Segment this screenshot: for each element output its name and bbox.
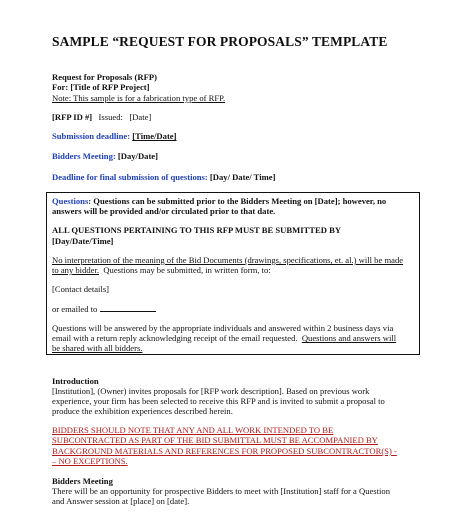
- rfp-id-line: [52, 112, 151, 123]
- answered-line-2: [52, 333, 396, 344]
- all-questions-line-1: ALL QUESTIONS PERTAINING TO THIS RFP MUST BE SUBMITTED BY: [52, 225, 342, 235]
- questions-deadline-label: Deadline for final submission of questions:: [52, 172, 210, 182]
- note-line: Note: This sample is for a fabrication type of RFP.: [52, 93, 226, 103]
- introduction-line-3: produce the exhibition experiences described herein.: [52, 406, 233, 416]
- no-interpretation-text-2: to any bidder.: [52, 265, 100, 275]
- questions-deadline-value: [Day/ Date/ Time]: [209, 172, 276, 182]
- email-blank: [100, 303, 156, 312]
- bidders-meeting-value: [Day/Date]: [117, 151, 158, 161]
- document-title: SAMPLE “REQUEST FOR PROPOSALS” TEMPLATE: [52, 34, 388, 49]
- notice-line-3: BACKGROUND MATERIALS AND REFERENCES FOR PROPOSED SUBCONTRACTOR(S) -: [52, 446, 397, 456]
- for-line: For: [Title of RFP Project]: [52, 82, 150, 92]
- introduction-heading: Introduction: [52, 376, 99, 386]
- submission-deadline-label: Submission deadline:: [52, 131, 133, 141]
- rfp-label: Request for Proposals (RFP): [52, 72, 157, 82]
- questions-label: Questions: [52, 196, 89, 206]
- notice-line-4: – NO EXCEPTIONS.: [52, 456, 128, 466]
- submission-deadline-value: [Time/Date]: [132, 131, 177, 141]
- introduction-line-1: [Institution], (Owner) invites proposals for [RFP work description]. Based on previous work: [52, 386, 370, 396]
- answered-line-2-text: email with a return reply acknowledging receipt of the email requested.: [52, 333, 302, 343]
- bidders-meeting-label: Bidders Meeting:: [52, 151, 118, 161]
- introduction-line-2: experience, your firm has been selected to receive this RFP and is invited to submit a proposal to: [52, 396, 385, 406]
- questions-box: [46, 192, 420, 355]
- notice-line-1: BIDDERS SHOULD NOTE THAT ANY AND ALL WORK INTENDED TO BE: [52, 425, 334, 435]
- questions-submit-text: Questions may be submitted, in written form, to:: [99, 265, 271, 275]
- notice-line-2: SUBCONTRACTED AS PART OF THE BID SUBMITTAL MUST BE ACCOMPANIED BY: [52, 435, 378, 445]
- bidders-meeting-text-2: and Answer session at [place] on [date].: [52, 496, 190, 506]
- questions-line-2: answers will be provided and/or circulated prior to that date.: [52, 206, 276, 216]
- no-interpretation-line-2: [52, 265, 271, 276]
- bidders-meeting-text-1: There will be an opportunity for prospective Bidders to meet with [Institution] staff for a Question: [52, 486, 391, 496]
- questions-deadline-line: [52, 172, 275, 183]
- answered-line-3: be shared with all bidders.: [52, 343, 143, 353]
- emailed-label: or emailed to: [52, 304, 100, 314]
- no-interpretation-line-1: [52, 255, 403, 266]
- contact-details: [Contact details]: [52, 284, 110, 294]
- answered-line-1: Questions will be answered by the appropriate individuals and answered within 2 business days via: [52, 323, 394, 333]
- bidders-meeting-line: [52, 151, 158, 162]
- no-interpretation-text-1: No interpretation of the meaning of the Bid Documents (drawings, specifications, et. al.) will be made: [52, 255, 404, 265]
- emailed-line: [52, 303, 156, 315]
- submission-deadline-line: [52, 131, 176, 142]
- rfp-id: [RFP ID #]: [52, 112, 93, 122]
- issued-date: Issued: [Date]: [92, 112, 152, 122]
- questions-line-1: [52, 196, 386, 207]
- all-questions-line-2: [Day/Date/Time]: [52, 236, 114, 246]
- answered-line-2-underlined: Questions and answers will: [301, 333, 397, 343]
- bidders-meeting-heading: Bidders Meeting: [52, 476, 113, 486]
- questions-line-1-text: : Questions can be submitted prior to the Bidders Meeting on [Date]; however, no: [88, 196, 387, 206]
